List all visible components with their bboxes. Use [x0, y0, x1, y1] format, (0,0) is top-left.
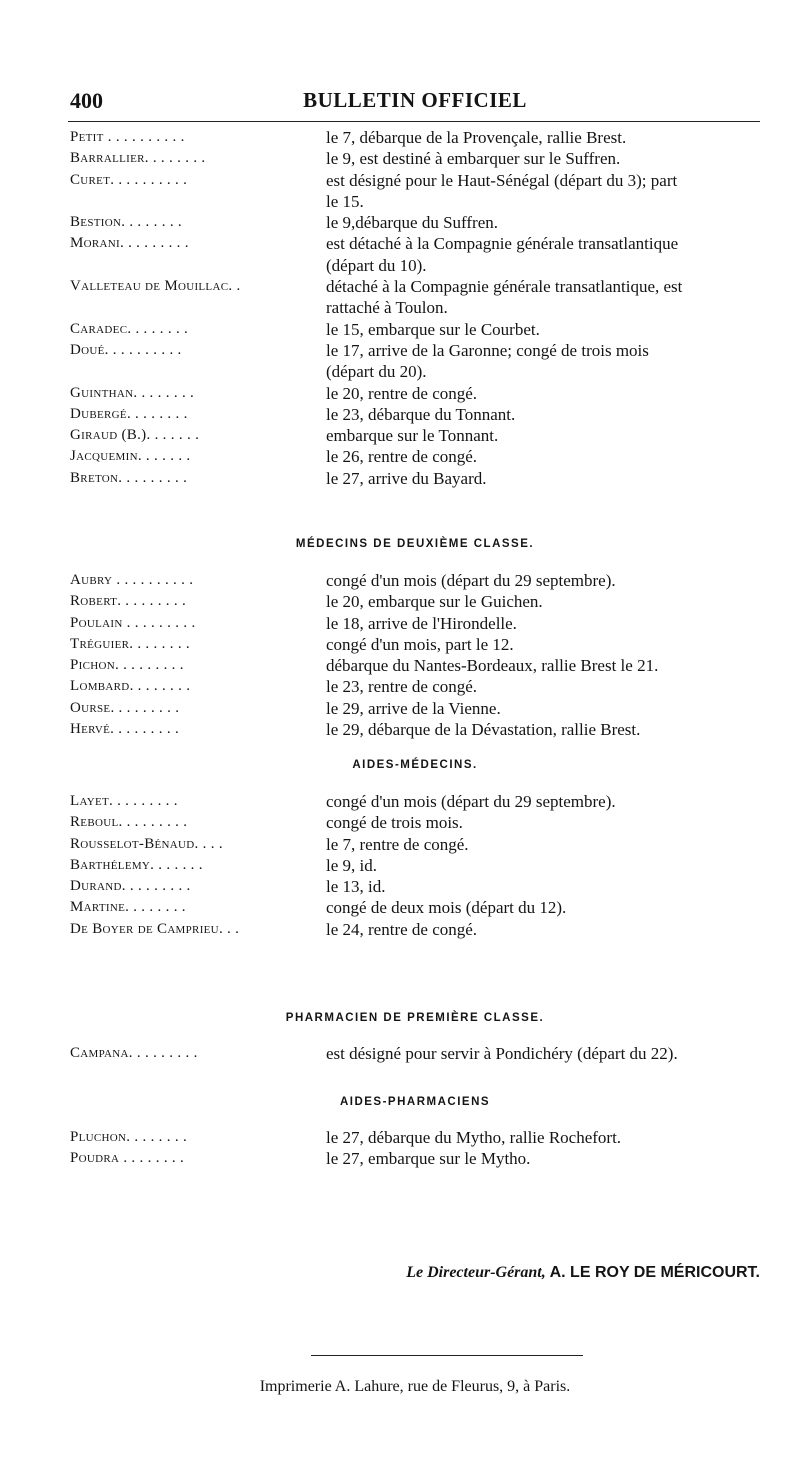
- entry-name-text: Rousselot-Bénaud: [70, 835, 195, 852]
- leader-dots: . . . . . . . . . .: [110, 171, 188, 188]
- signature: [300, 1264, 760, 1282]
- entry-description: le 23, rentre de congé.: [326, 677, 478, 697]
- entry-row: [70, 812, 770, 833]
- entry-description: le 27, embarque sur le Mytho.: [326, 1149, 531, 1169]
- entry-name: [70, 1148, 326, 1169]
- entry-name: [70, 591, 326, 612]
- header-rule: [68, 121, 760, 122]
- entry-description: le 20, embarque sur le Guichen.: [326, 592, 543, 612]
- entry-name: [70, 404, 326, 425]
- entry-description: congé de trois mois.: [326, 813, 463, 833]
- entry-name-text: Breton: [70, 469, 119, 486]
- entry-row: [70, 855, 770, 876]
- leader-dots: . . . . . . .: [150, 856, 203, 873]
- entry-name: [70, 212, 326, 233]
- entry-name-text: Poulain: [70, 614, 123, 631]
- entry-row: [70, 876, 770, 897]
- leader-dots: . . . . . . . . .: [110, 699, 180, 716]
- entry-name: [70, 383, 326, 404]
- entry-description: congé d'un mois (départ du 29 septembre).: [326, 571, 616, 590]
- entry-name: [70, 446, 326, 467]
- entry-row: [70, 170, 770, 213]
- entry-description: le 27, débarque du Mytho, rallie Rochefort.: [326, 1128, 622, 1147]
- entry-description: le 26, rentre de congé.: [326, 447, 478, 467]
- entry-row: [70, 676, 770, 697]
- entry-name-text: Caradec: [70, 320, 128, 337]
- entry-description: le 18, arrive de l'Hirondelle.: [326, 613, 517, 633]
- entry-row: [70, 340, 770, 383]
- entry-row: [70, 404, 770, 425]
- leader-dots: . . . . . . .: [137, 448, 191, 465]
- entry-name-text: Petit: [70, 129, 104, 145]
- entry-name: [70, 340, 326, 361]
- entry-row: [70, 897, 770, 918]
- entry-name-text: Barthélemy: [70, 856, 151, 873]
- entry-name: [70, 127, 326, 148]
- entry-row: [70, 319, 770, 340]
- entry-name-text: Martine: [70, 899, 126, 916]
- entry-name: [70, 634, 326, 655]
- entry-name: [70, 791, 326, 812]
- leader-dots: . . . . . . . . .: [128, 1045, 198, 1061]
- page-number: 400: [70, 88, 103, 113]
- section-heading: PHARMACIEN DE PREMIÈRE CLASSE.: [285, 1012, 545, 1024]
- entry-name-text: Layet: [70, 793, 109, 809]
- entry-name: [70, 148, 326, 169]
- leader-dots: . . . . . . . . .: [117, 593, 187, 610]
- entry-name: [70, 613, 326, 634]
- entry-description: détaché à la Compagnie générale transatlantique, est rattaché à Toulon.: [326, 277, 683, 318]
- entry-row: [70, 634, 770, 655]
- entry-description: congé d'un mois (départ du 29 septembre).: [326, 792, 616, 811]
- leader-dots: . . . .: [194, 835, 223, 852]
- entry-name-text: Durand: [70, 878, 122, 895]
- section-heading: AIDES-MÉDECINS.: [352, 759, 478, 771]
- entry-description: le 9, est destiné à embarquer sur le Suffren.: [326, 149, 621, 169]
- entry-description: le 20, rentre de congé.: [326, 383, 478, 403]
- entry-description: le 17, arrive de la Garonne; congé de trois mois (départ du 20).: [326, 340, 649, 382]
- entry-name: [70, 855, 326, 876]
- leader-dots: . . . . . . . . .: [110, 721, 180, 738]
- entry-row: [70, 446, 770, 467]
- entry-name-text: Campana: [70, 1045, 129, 1061]
- entry-description: congé d'un mois, part le 12.: [326, 634, 514, 654]
- leader-dots: . . . . . . . . .: [118, 469, 188, 486]
- entry-row: [70, 919, 770, 940]
- entry-description: le 9,débarque du Suffren.: [326, 213, 498, 233]
- entry-row: [70, 1043, 770, 1064]
- printer-imprint: Imprimerie A. Lahure, rue de Fleurus, 9, à Paris.: [259, 1378, 571, 1395]
- leader-dots: . . . . . . . . . .: [103, 129, 185, 145]
- entry-name-text: Poudra: [70, 1150, 120, 1167]
- entry-name-text: De Boyer de Camprieu: [70, 920, 219, 937]
- entry-list: [70, 791, 770, 940]
- entry-name: [70, 919, 326, 940]
- entry-list: [70, 1127, 770, 1170]
- entry-row: [70, 655, 770, 676]
- entry-name-text: Valleteau de Mouillac: [70, 278, 229, 295]
- entry-name: [70, 876, 326, 897]
- entry-name: [70, 570, 326, 591]
- entry-name-text: Morani: [70, 235, 120, 252]
- entry-name-text: Aubry: [70, 572, 113, 588]
- entry-name: [70, 276, 326, 297]
- entry-name-text: Tréguier: [70, 635, 130, 652]
- section-heading: AIDES-PHARMACIENS: [339, 1096, 491, 1108]
- entry-description: embarque sur le Tonnant.: [326, 426, 499, 446]
- leader-dots: . . . . . . .: [146, 427, 200, 444]
- signature-name: A. LE ROY DE MÉRICOURT.: [549, 1264, 760, 1281]
- leader-dots: . . .: [218, 920, 240, 937]
- entry-row: [70, 383, 770, 404]
- leader-dots: . . . . . . . .: [126, 1129, 188, 1145]
- entry-row: [70, 719, 770, 740]
- entry-name-text: Guinthan: [70, 384, 134, 401]
- entry-list: [70, 1043, 770, 1064]
- section-heading: MÉDECINS DE DEUXIÈME CLASSE.: [295, 538, 535, 550]
- entry-name-text: Pluchon: [70, 1129, 127, 1145]
- entry-name: [70, 812, 326, 833]
- entry-name-text: Giraud (B.): [70, 427, 147, 444]
- leader-dots: . .: [228, 278, 241, 295]
- entry-description: est détaché à la Compagnie générale transatlantique (départ du 10).: [326, 234, 679, 275]
- leader-dots: . . . . . . . .: [125, 899, 186, 916]
- entry-name: [70, 897, 326, 918]
- entry-description: le 29, débarque de la Dévastation, rallie Brest.: [326, 720, 641, 740]
- leader-dots: . . . . . . . .: [121, 214, 182, 231]
- entry-description: le 7, débarque de la Provençale, rallie Brest.: [326, 128, 627, 147]
- leader-dots: . . . . . . . .: [126, 405, 188, 422]
- entry-row: [70, 233, 770, 276]
- entry-name: [70, 468, 326, 489]
- leader-dots: . . . . . . . . .: [122, 614, 196, 631]
- entry-name-text: Reboul: [70, 814, 119, 831]
- leader-dots: . . . . . . . .: [127, 320, 189, 337]
- entry-name: [70, 170, 326, 191]
- entry-name-text: Curet: [70, 171, 111, 188]
- entry-name-text: Robert: [70, 593, 118, 610]
- entry-name: [70, 319, 326, 340]
- entry-row: [70, 425, 770, 446]
- entry-name-text: Bestion: [70, 214, 122, 231]
- footer-rule: [311, 1355, 583, 1356]
- entry-row: [70, 1127, 770, 1148]
- entry-row: [70, 834, 770, 855]
- entry-description: congé de deux mois (départ du 12).: [326, 898, 567, 918]
- leader-dots: . . . . . . . .: [129, 678, 191, 695]
- leader-dots: . . . . . . . .: [129, 635, 190, 652]
- entry-name-text: Lombard: [70, 678, 130, 695]
- entry-row: [70, 613, 770, 634]
- entry-name-text: Hervé: [70, 721, 111, 738]
- entry-description: le 29, arrive de la Vienne.: [326, 698, 501, 718]
- page-title: BULLETIN OFFICIEL: [303, 88, 527, 112]
- entry-name: [70, 1043, 326, 1064]
- leader-dots: . . . . . . . .: [144, 150, 206, 167]
- entry-row: [70, 570, 770, 591]
- entry-row: [70, 468, 770, 489]
- entry-row: [70, 1148, 770, 1169]
- signature-title: Le Directeur-Gérant,: [406, 1264, 546, 1281]
- entry-description: le 7, rentre de congé.: [326, 834, 469, 854]
- entry-description: le 9, id.: [326, 855, 377, 875]
- entry-description: le 27, arrive du Bayard.: [326, 468, 487, 488]
- entry-name: [70, 676, 326, 697]
- entry-name: [70, 719, 326, 740]
- leader-dots: . . . . . . . . . .: [104, 341, 182, 358]
- leader-dots: . . . . . . . . .: [108, 793, 178, 809]
- entry-name: [70, 698, 326, 719]
- leader-dots: . . . . . . . . .: [121, 878, 191, 895]
- entry-list: [70, 127, 770, 489]
- leader-dots: . . . . . . . . .: [118, 814, 188, 831]
- entry-row: [70, 791, 770, 812]
- entry-row: [70, 212, 770, 233]
- entry-description: est désigné pour servir à Pondichéry (départ du 22).: [326, 1044, 678, 1063]
- entry-description: le 24, rentre de congé.: [326, 919, 478, 939]
- entry-name: [70, 425, 326, 446]
- entry-row: [70, 148, 770, 169]
- entry-description: le 15, embarque sur le Courbet.: [326, 319, 540, 339]
- entry-name-text: Pichon: [70, 657, 115, 674]
- entry-row: [70, 698, 770, 719]
- entry-description: est désigné pour le Haut-Sénégal (départ du 3); part le 15.: [326, 170, 678, 211]
- entry-description: le 13, id.: [326, 877, 386, 897]
- entry-description: le 23, débarque du Tonnant.: [326, 404, 516, 424]
- entry-list: [70, 570, 770, 740]
- entry-name-text: Barrallier: [70, 150, 145, 167]
- entry-name: [70, 233, 326, 254]
- entry-row: [70, 127, 770, 148]
- entry-name-text: Dubergé: [70, 405, 127, 422]
- entry-name-text: Doué: [70, 341, 105, 358]
- entry-name: [70, 655, 326, 676]
- entry-description: débarque du Nantes-Bordeaux, rallie Brest le 21.: [326, 656, 659, 676]
- page-header: [70, 88, 760, 118]
- entry-name: [70, 1127, 326, 1148]
- entry-row: [70, 591, 770, 612]
- leader-dots: . . . . . . . .: [133, 384, 195, 401]
- entry-row: [70, 276, 770, 319]
- entry-name-text: Ourse: [70, 699, 111, 716]
- entry-name: [70, 834, 326, 855]
- entry-name-text: Jacquemin: [70, 448, 138, 465]
- leader-dots: . . . . . . . .: [119, 1150, 185, 1167]
- leader-dots: . . . . . . . . .: [119, 235, 189, 252]
- leader-dots: . . . . . . . . .: [114, 657, 184, 674]
- leader-dots: . . . . . . . . . .: [112, 572, 194, 588]
